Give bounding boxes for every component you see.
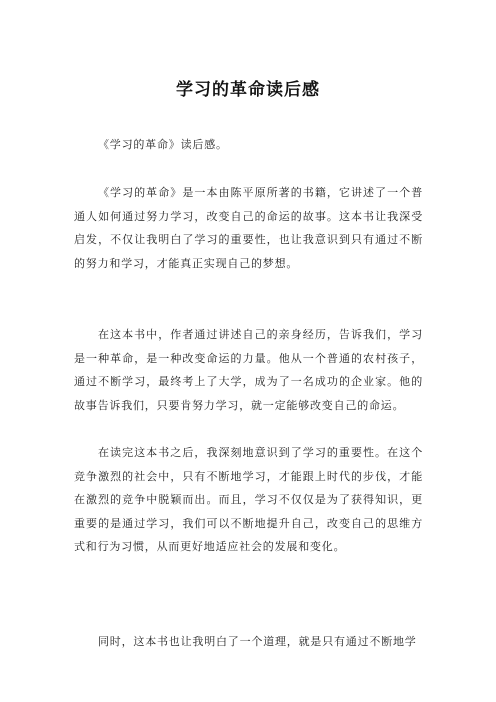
paragraph-1: 《学习的革命》是一本由陈平原所著的书籍，它讲述了一个普通人如何通过努力学习，改变自己的命运的故事。这本书让我深受启发，不仅让我明白了学习的重要性，也让我意识到只有通过不断的努力和学习，才能真正实现自己的梦想。 xyxy=(74,186,423,270)
paragraph-3: 在读完这本书之后，我深刻地意识到了学习的重要性。在这个竞争激烈的社会中，只有不断地学习，才能跟上时代的步伐，才能在激烈的竞争中脱颖而出。而且，学习不仅仅是为了获得知识，更重要的是通过学习，我们可以不断地提升自己，改变自己的思维方式和行为习惯，从而更好地适应社会的发展和变化。 xyxy=(74,446,423,553)
document-title: 学习的革命读后感 xyxy=(176,80,320,100)
paragraph-2: 在这本书中，作者通过讲述自己的亲身经历，告诉我们，学习是一种革命，是一种改变命运的力量。他从一个普通的农村孩子，通过不断学习，最终考上了大学，成为了一名成功的企业家。他的故事告诉我们，只要肯努力学习，就一定能够改变自己的命运。 xyxy=(74,328,423,412)
paragraph-intro: 《学习的革命》读后感。 xyxy=(98,138,228,151)
paragraph-4: 同时，这本书也让我明白了一个道理，就是只有通过不断地学 xyxy=(98,635,417,648)
